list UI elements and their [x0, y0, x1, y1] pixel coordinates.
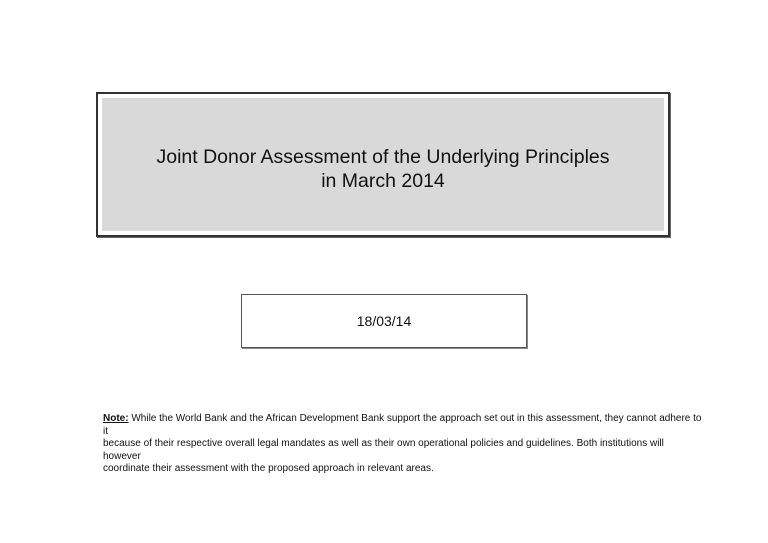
note-paragraph — [103, 413, 703, 476]
date-box — [241, 294, 527, 348]
note-line-1: While the World Bank and the African Development Bank support the approach set out in this assessment, they cannot adhere to it — [103, 413, 702, 437]
date-text: 18/03/14 — [356, 313, 412, 329]
title-panel — [102, 98, 664, 231]
title-line-1: Joint Donor Assessment of the Underlying Principles — [156, 145, 610, 168]
title-box — [96, 92, 670, 237]
note-line-3: coordinate their assessment with the proposed approach in relevant areas. — [103, 463, 434, 474]
note-label: Note: — [103, 413, 129, 424]
note-line-2: because of their respective overall legal mandates as well as their own operational policies and guidelines. Both institutions will however — [103, 438, 664, 462]
title-line-2: in March 2014 — [321, 169, 445, 192]
